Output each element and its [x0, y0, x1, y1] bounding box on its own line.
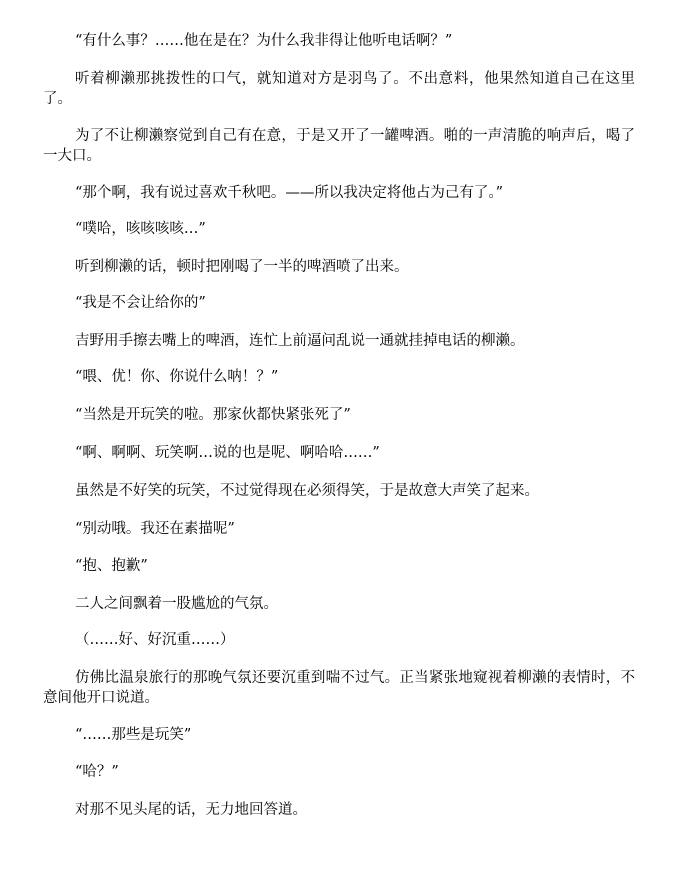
- paragraph-5: “噗哈，咳咳咳咳…”: [75, 221, 206, 237]
- paragraph-17: 仿佛比温泉旅行的那晚气氛还要沉重到喘不过气。正当紧张地窥视着柳濑的表情时，不意间他开口说道。: [43, 670, 635, 706]
- paragraph-8: 吉野用手擦去嘴上的啤酒，连忙上前逼问乱说一通就挂掉电话的柳濑。: [75, 333, 525, 349]
- paragraph-15: 二人之间飘着一股尴尬的气氛。: [75, 596, 278, 612]
- paragraph-13: “别动哦。我还在素描呢”: [75, 521, 235, 537]
- paragraph-14: “抱、抱歉”: [75, 558, 148, 574]
- paragraph-7: “我是不会让给你的”: [75, 295, 206, 311]
- paragraph-16: （……好、好沉重……）: [75, 632, 235, 648]
- paragraph-6: 听到柳濑的话，顿时把刚喝了一半的啤酒喷了出来。: [75, 259, 409, 275]
- paragraph-2: 听着柳濑那挑拨性的口气，就知道对方是羽鸟了。不出意料，他果然知道自己在这里了。: [43, 71, 635, 107]
- paragraph-9: “喂、优！你、你说什么呐！？”: [75, 369, 279, 385]
- paragraph-12: 虽然是不好笑的玩笑，不过觉得现在必须得笑，于是故意大声笑了起来。: [75, 483, 539, 499]
- paragraph-19: “哈？”: [75, 764, 119, 780]
- paragraph-1: “有什么事？……他在是在？为什么我非得让他听电话啊？”: [75, 33, 453, 49]
- paragraph-3: 为了不让柳濑察觉到自己有在意，于是又开了一罐啤酒。啪的一声清脆的响声后，喝了一大口。: [43, 128, 635, 164]
- paragraph-10: “当然是开玩笑的啦。那家伙都快紧张死了”: [75, 407, 351, 423]
- paragraph-20: 对那不见头尾的话，无力地回答道。: [75, 802, 307, 818]
- paragraph-18: “……那些是玩笑”: [75, 727, 192, 743]
- paragraph-4: “那个啊，我有说过喜欢千秋吧。——所以我决定将他占为己有了。”: [75, 185, 504, 201]
- paragraph-11: “啊、啊啊、玩笑啊…说的也是呢、啊哈哈……”: [75, 445, 380, 461]
